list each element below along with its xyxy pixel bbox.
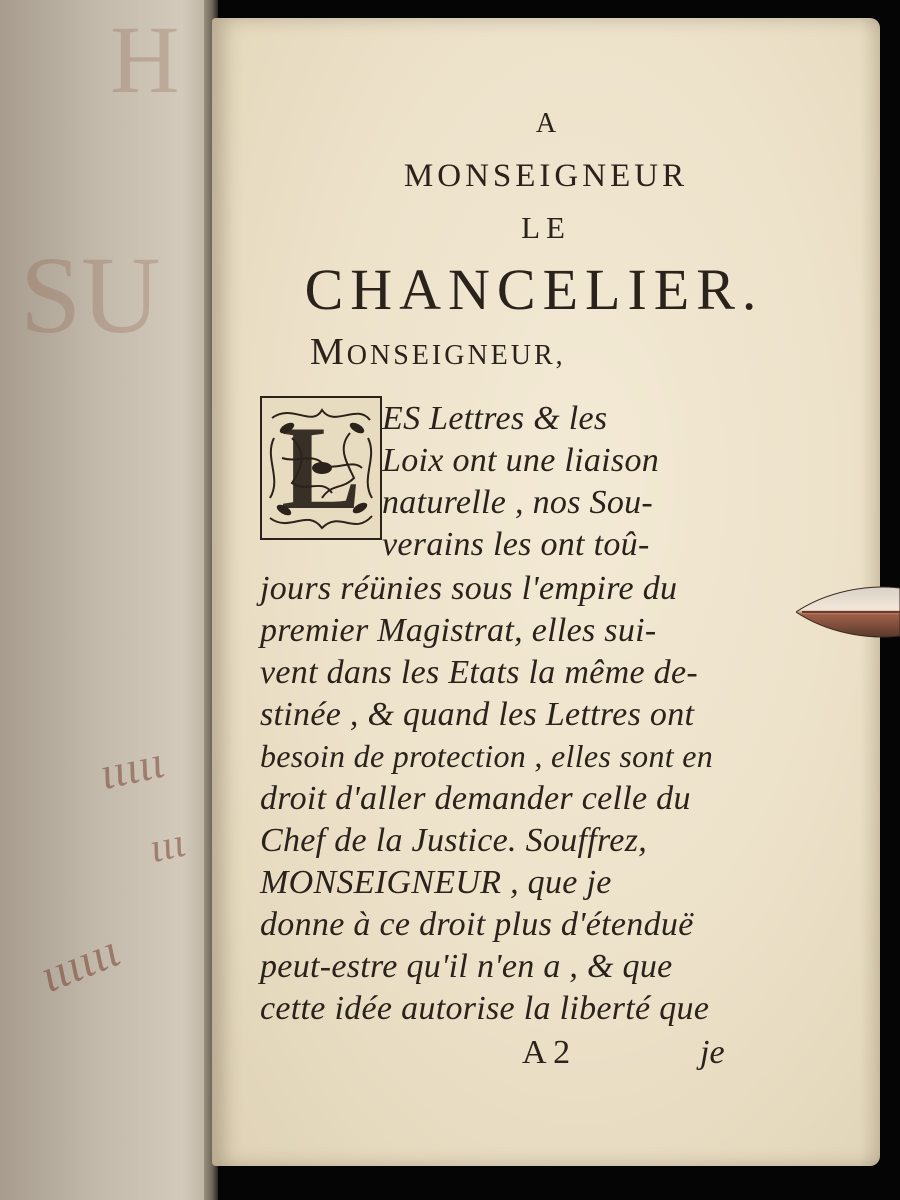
heading-monseigneur: MONSEIGNEUR <box>403 158 689 194</box>
handwritten-marks: ιιιιιι <box>32 923 127 1004</box>
left-page <box>0 0 214 1200</box>
heading-le: LE <box>521 210 571 245</box>
text-line: Chef de la Justice. Souffrez, <box>260 822 648 859</box>
handwritten-marks: ιιι <box>145 819 190 873</box>
text-line: naturelle , nos Sou- <box>382 484 654 521</box>
catchword: je <box>700 1034 725 1071</box>
signature-mark: A 2 <box>522 1034 571 1071</box>
text-line: MONSEIGNEUR , que je <box>260 864 612 901</box>
text-line: droit d'aller demander celle du <box>260 780 691 817</box>
text-line: stinée , & quand les Lettres ont <box>260 696 695 733</box>
text-line: verains les ont toû- <box>382 526 650 563</box>
salutation-rest: ONSEIGNEUR, <box>346 340 566 371</box>
bleed-through-letters: SU <box>20 234 161 356</box>
text-line: jours réünies sous l'empire du <box>260 570 678 607</box>
heading-a: A <box>535 108 557 139</box>
text-line: ES Lettres & les <box>382 400 608 437</box>
salutation-initial: M <box>310 331 347 373</box>
heading-chancelier: CHANCELIER. <box>304 257 764 322</box>
handwritten-marks: ιιιιι <box>95 735 169 800</box>
drop-cap-letter: L <box>280 401 362 534</box>
text-line: premier Magistrat, elles sui- <box>260 612 657 649</box>
drop-cap-ornament <box>260 396 382 540</box>
text-line: cette idée autorise la liberté que <box>260 990 710 1027</box>
metal-pin-icon <box>796 580 900 644</box>
book-page <box>212 18 880 1166</box>
text-line: Loix ont une liaison <box>382 442 660 479</box>
text-line: vent dans les Etats la même de- <box>260 654 698 691</box>
text-line: donne à ce droit plus d'étenduë <box>260 906 694 943</box>
text-line: besoin de protection , elles sont en <box>260 738 714 774</box>
page-text <box>212 18 880 1166</box>
salutation <box>310 330 566 374</box>
bleed-through-letters: H <box>110 6 180 113</box>
text-line: peut-estre qu'il n'en a , & que <box>260 948 673 985</box>
